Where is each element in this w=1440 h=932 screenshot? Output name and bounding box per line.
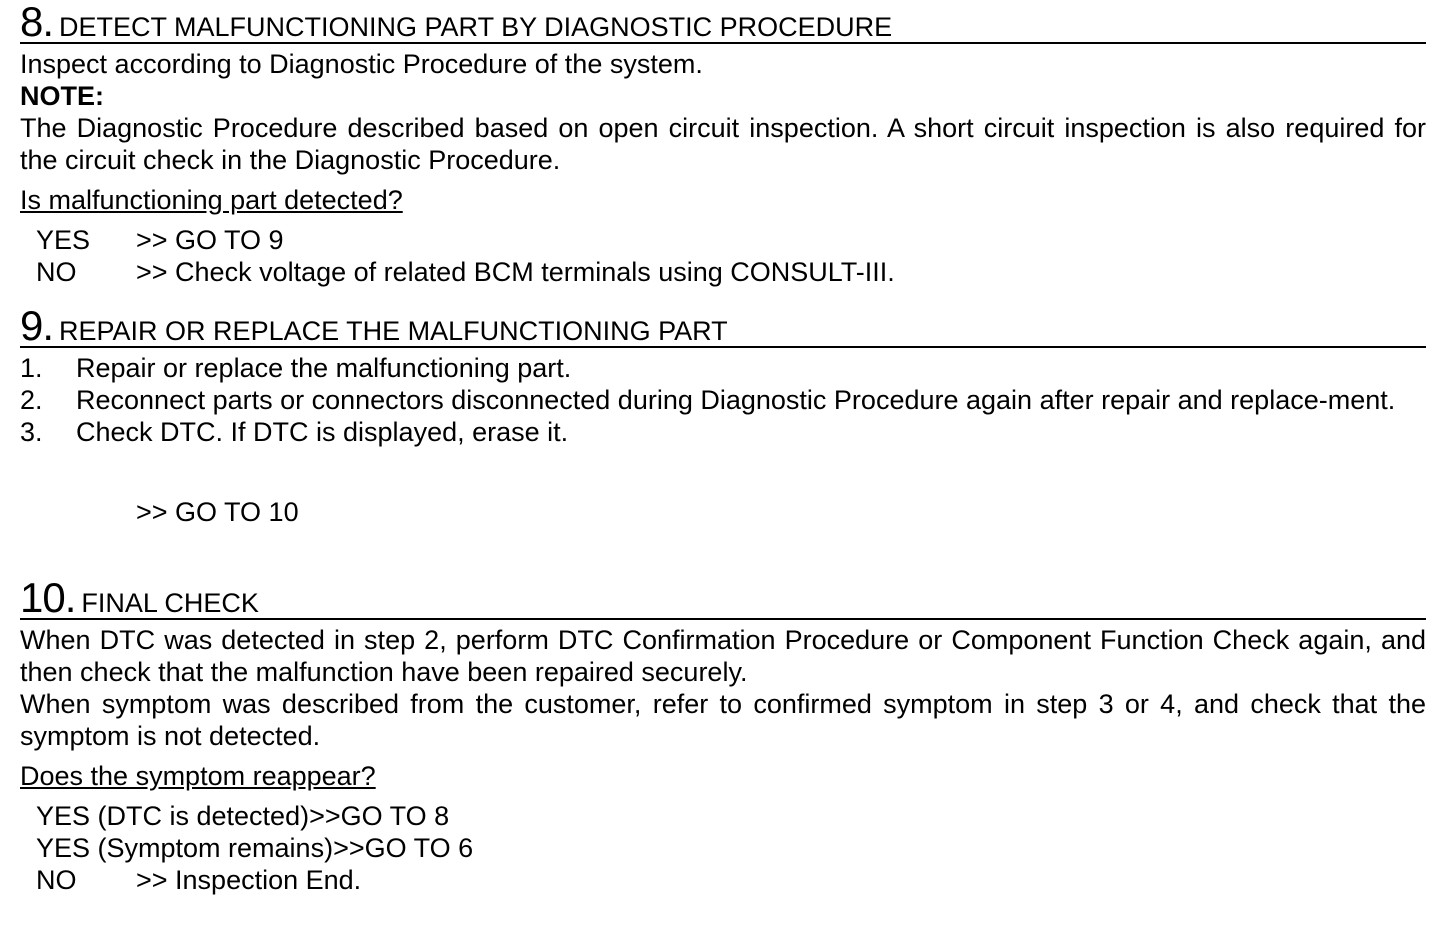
step-8-header: [20, 0, 1426, 44]
step-10-paragraph-2: When symptom was described from the customer, refer to confirmed symptom in step 3 or 4, and check that the symptom is not detected.: [20, 689, 1426, 751]
answer-action: >> GO TO 9: [136, 225, 284, 255]
step-9: [20, 304, 1426, 576]
step-9-list: [20, 352, 1426, 448]
step-9-number: 9.: [20, 302, 54, 349]
step-9-title: REPAIR OR REPLACE THE MALFUNCTIONING PART: [59, 316, 728, 346]
list-item-text: Check DTC. If DTC is displayed, erase it.: [76, 417, 569, 447]
step-8-number: 8.: [20, 0, 54, 45]
step-10: [20, 576, 1426, 896]
answer-key: NO: [36, 257, 77, 287]
answer-key-spacer: [36, 496, 136, 528]
list-item-text: Reconnect parts or connectors disconnected during Diagnostic Procedure again after repair and replace-ment.: [76, 385, 1396, 415]
list-item-number: 1.: [20, 353, 43, 383]
list-item-number: 2.: [20, 385, 43, 415]
answer-action: >> Check voltage of related BCM terminals using CONSULT-III.: [136, 257, 895, 287]
step-10-question: Does the symptom reappear?: [20, 761, 376, 791]
document-page: [20, 0, 1426, 896]
step-8-question: Is malfunctioning part detected?: [20, 185, 403, 215]
step-8-title: DETECT MALFUNCTIONING PART BY DIAGNOSTIC PROCEDURE: [59, 12, 893, 42]
step-9-goto: [20, 496, 1426, 528]
answer-key: NO: [36, 865, 77, 895]
answer-key: YES: [36, 225, 91, 255]
answer-action: >> GO TO 10: [136, 497, 299, 527]
step-8-instruction: Inspect according to Diagnostic Procedure of the system.: [20, 49, 703, 79]
list-item: [20, 416, 1426, 448]
step-10-number: 10.: [20, 574, 76, 621]
step-8-answer-no: [20, 256, 1426, 288]
list-item: [20, 352, 1426, 384]
step-8-note-text: The Diagnostic Procedure described based on open circuit inspection. A short circuit inspection is also required for the circuit check in the Diagnostic Procedure.: [20, 113, 1426, 175]
step-8-note-label: NOTE:: [20, 81, 104, 111]
list-item: [20, 384, 1426, 416]
step-10-paragraph-1: When DTC was detected in step 2, perform DTC Confirmation Procedure or Component Function Check again, and then check that the malfunction have been repaired securely.: [20, 625, 1426, 687]
step-8: [20, 0, 1426, 304]
step-8-answer-yes: [20, 224, 1426, 256]
answer-key: YES (Symptom remains): [36, 833, 334, 863]
answer-key: YES (DTC is detected): [36, 801, 310, 831]
step-10-title: FINAL CHECK: [81, 588, 259, 618]
step-10-answer-no: [20, 864, 1426, 896]
step-10-header: [20, 576, 1426, 620]
step-10-answer-yes-symptom: [20, 832, 1426, 864]
step-10-answer-yes-dtc: [20, 800, 1426, 832]
list-item-number: 3.: [20, 417, 43, 447]
answer-action: >> Inspection End.: [136, 865, 362, 895]
step-9-header: [20, 304, 1426, 348]
answer-action: >>GO TO 6: [333, 833, 474, 863]
answer-action: >>GO TO 8: [309, 801, 450, 831]
list-item-text: Repair or replace the malfunctioning part.: [76, 353, 572, 383]
